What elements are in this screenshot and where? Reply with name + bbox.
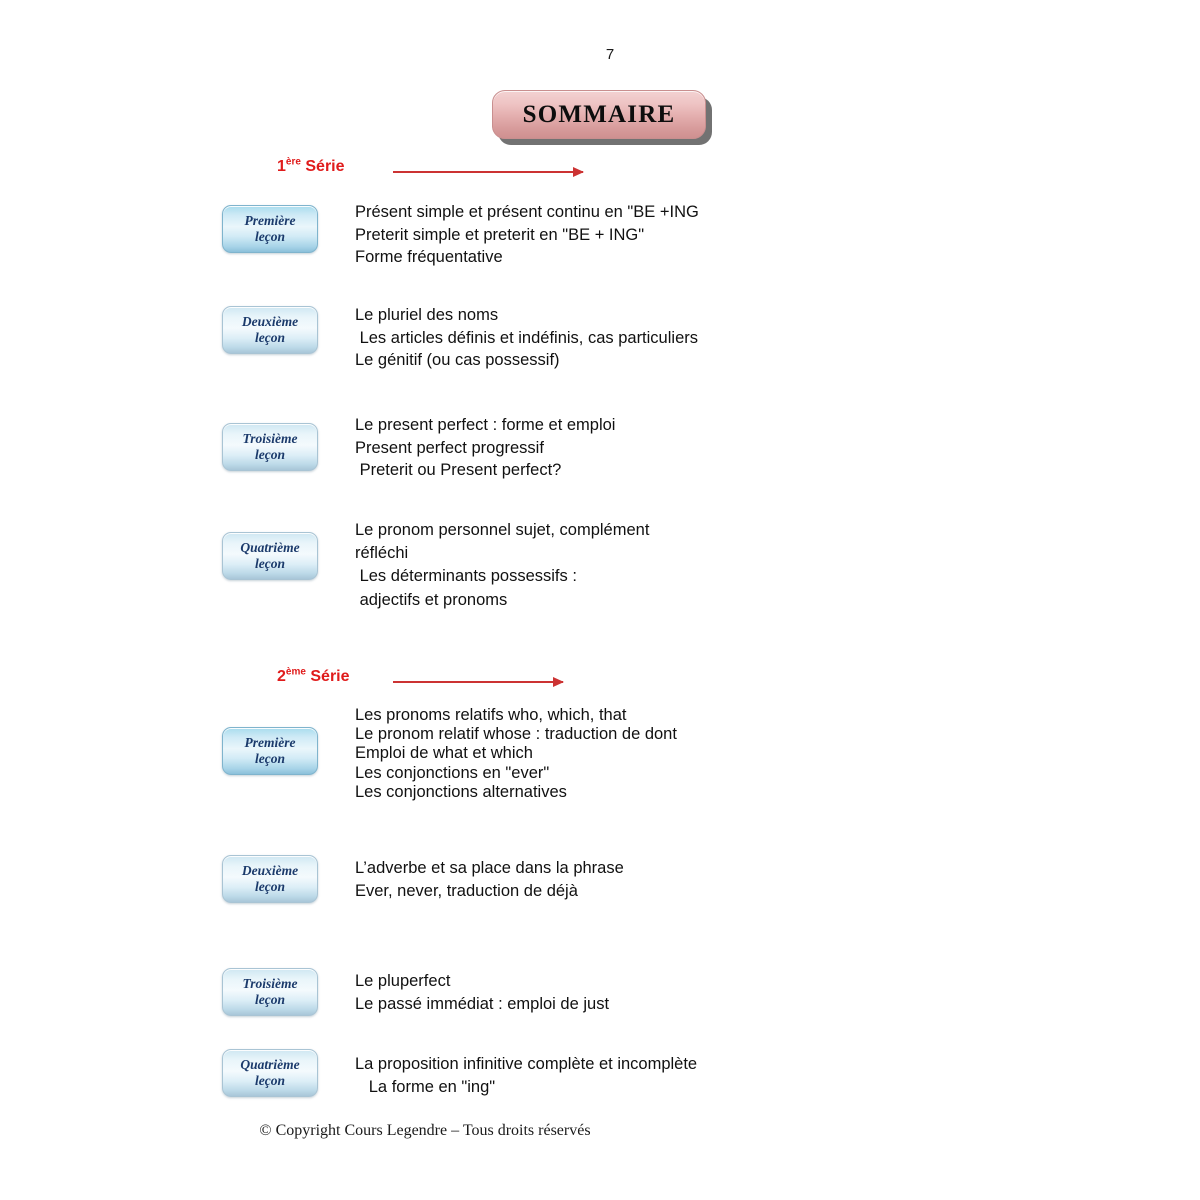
lesson-badge-4[interactable] bbox=[222, 1049, 318, 1097]
lesson-badge-2[interactable] bbox=[222, 855, 318, 903]
lesson-topic-line: Le pluperfect bbox=[355, 972, 451, 990]
series-header-1 bbox=[0, 158, 1200, 182]
lesson-badge-1[interactable] bbox=[222, 205, 318, 253]
lesson-badge-word: leçon bbox=[255, 447, 285, 462]
lesson-badge-word: leçon bbox=[255, 330, 285, 345]
lesson-topic-line: Present perfect progressif bbox=[355, 438, 544, 457]
series-ordinal-suffix: ère bbox=[285, 156, 301, 168]
lesson-badge-word: leçon bbox=[255, 992, 285, 1007]
banner-plate bbox=[492, 90, 706, 139]
lesson-topics bbox=[355, 201, 1115, 269]
lesson-topic-line: réfléchi bbox=[355, 544, 409, 563]
lesson-badge-ordinal: Première bbox=[244, 213, 296, 229]
lesson-badge-3[interactable] bbox=[222, 423, 318, 471]
series-arrow-icon bbox=[393, 167, 583, 177]
lesson-badge-word: leçon bbox=[255, 1073, 285, 1088]
page-title: SOMMAIRE bbox=[522, 100, 676, 128]
lesson-badge-2[interactable] bbox=[222, 306, 318, 354]
series-ordinal-suffix: ème bbox=[285, 666, 306, 678]
lesson-topic-line: La proposition infinitive complète et incomplète bbox=[355, 1055, 698, 1073]
series-word: Série bbox=[300, 158, 345, 175]
lesson-badge-word: leçon bbox=[255, 556, 285, 571]
lesson-topic-line: Les conjonctions alternatives bbox=[355, 782, 567, 801]
lesson-topics bbox=[355, 857, 1115, 903]
lesson-badge-ordinal: Quatrième bbox=[240, 1057, 300, 1073]
lesson-badge-word: leçon bbox=[255, 229, 285, 244]
lesson-topic-line: Preterit ou Present perfect? bbox=[355, 461, 562, 480]
lesson-topic-line: Le present perfect : forme et emploi bbox=[355, 416, 616, 434]
series-word: Série bbox=[305, 668, 350, 685]
series-arrow-icon bbox=[393, 677, 563, 687]
lesson-topic-line: Ever, never, traduction de déjà bbox=[355, 881, 578, 900]
lesson-topic-line: Les pronoms relatifs who, which, that bbox=[355, 706, 627, 724]
lesson-topic-line: Le pronom relatif whose : traduction de dont bbox=[355, 725, 677, 744]
lesson-badge-word: leçon bbox=[255, 879, 285, 894]
lesson-topics bbox=[355, 414, 1115, 482]
lesson-topics bbox=[355, 519, 1115, 612]
arrow-shaft bbox=[393, 681, 563, 683]
lesson-badge-1[interactable] bbox=[222, 727, 318, 775]
lesson-badge-ordinal: Première bbox=[244, 735, 296, 751]
lesson-topic-line: L’adverbe et sa place dans la phrase bbox=[355, 859, 624, 877]
page-number: 7 bbox=[605, 46, 615, 63]
lesson-badge-word: leçon bbox=[255, 751, 285, 766]
series-number: 1 bbox=[277, 158, 286, 175]
lesson-topic-line: Les déterminants possessifs : bbox=[355, 567, 577, 586]
lesson-topic-line: Emploi de what et which bbox=[355, 744, 533, 763]
lesson-topic-line: Le génitif (ou cas possessif) bbox=[355, 351, 560, 370]
lesson-topics bbox=[355, 706, 1115, 802]
arrow-head bbox=[573, 167, 584, 177]
series-number: 2 bbox=[277, 668, 286, 685]
lesson-topic-line: La forme en "ing" bbox=[355, 1077, 496, 1096]
copyright-footer: © Copyright Cours Legendre – Tous droits réservés bbox=[259, 1122, 591, 1139]
sommaire-banner bbox=[492, 90, 712, 144]
lesson-badge-4[interactable] bbox=[222, 532, 318, 580]
lesson-badge-ordinal: Deuxième bbox=[241, 863, 299, 879]
lesson-topics bbox=[355, 1053, 1115, 1098]
lesson-topic-line: Le pluriel des noms bbox=[355, 306, 499, 324]
arrow-head bbox=[553, 677, 564, 687]
series-label bbox=[277, 158, 345, 176]
lesson-badge-ordinal: Troisième bbox=[242, 976, 298, 992]
arrow-shaft bbox=[393, 171, 583, 173]
lesson-topic-line: adjectifs et pronoms bbox=[355, 590, 508, 609]
lesson-topics bbox=[355, 970, 1115, 1016]
lesson-topic-line: Présent simple et présent continu en "BE +ING bbox=[355, 203, 699, 221]
lesson-topics bbox=[355, 304, 1115, 372]
series-label bbox=[277, 668, 350, 686]
lesson-topic-line: Le passé immédiat : emploi de just bbox=[355, 994, 610, 1013]
lesson-badge-ordinal: Deuxième bbox=[241, 314, 299, 330]
series-header-2 bbox=[0, 668, 1200, 692]
lesson-badge-3[interactable] bbox=[222, 968, 318, 1016]
lesson-badge-ordinal: Quatrième bbox=[240, 540, 300, 556]
lesson-topic-line: Forme fréquentative bbox=[355, 248, 503, 267]
lesson-topic-line: Le pronom personnel sujet, complément bbox=[355, 521, 650, 539]
lesson-topic-line: Les articles définis et indéfinis, cas particuliers bbox=[355, 328, 698, 347]
lesson-badge-ordinal: Troisième bbox=[242, 431, 298, 447]
lesson-topic-line: Preterit simple et preterit en "BE + ING" bbox=[355, 225, 645, 244]
lesson-topic-line: Les conjonctions en "ever" bbox=[355, 763, 550, 782]
